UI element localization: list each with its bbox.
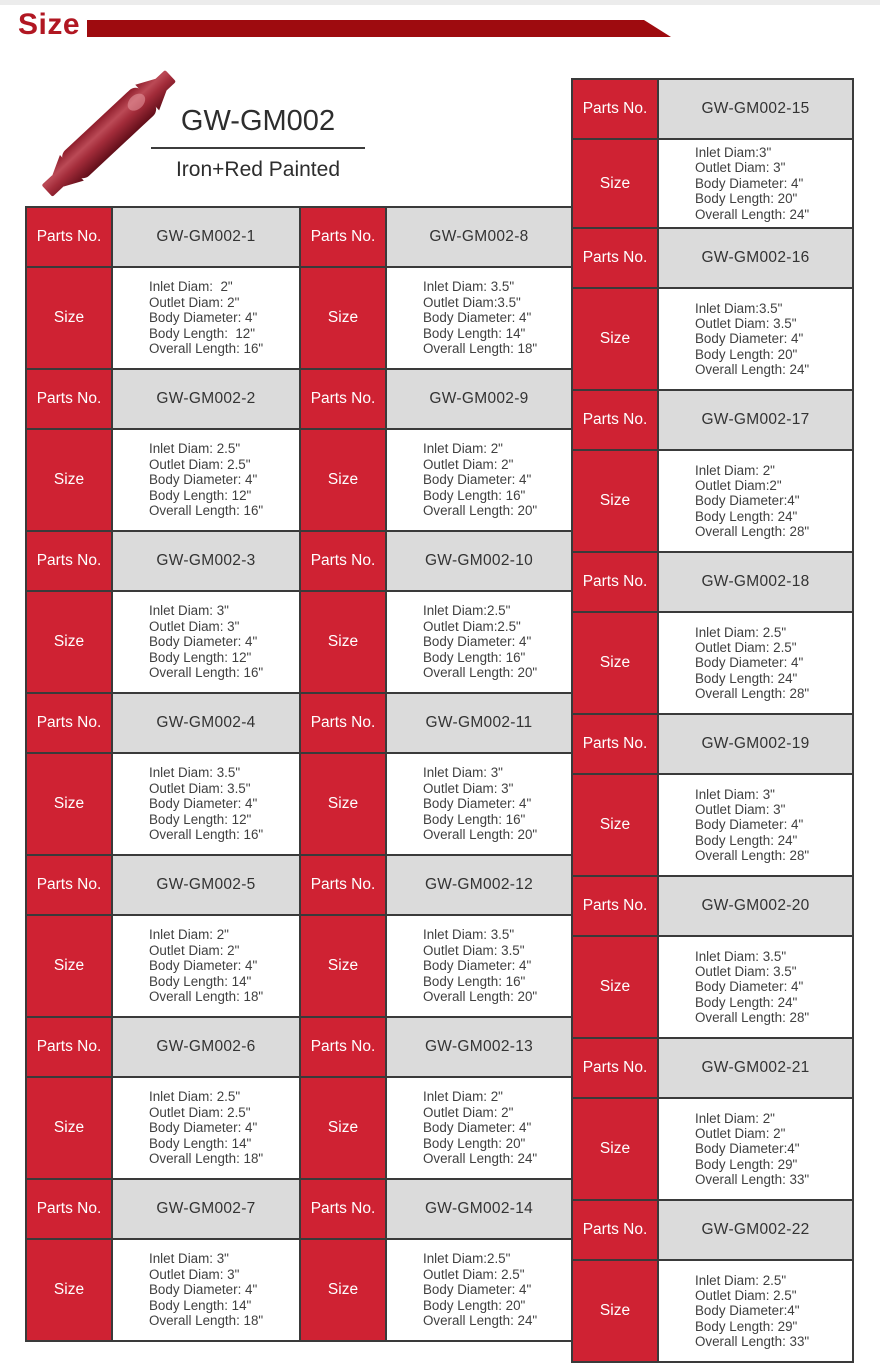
parts-no-label: Parts No.	[300, 531, 386, 591]
spec-line: Outlet Diam:2.5"	[423, 618, 521, 634]
part-number: GW-GM002-21	[658, 1038, 853, 1098]
size-label: Size	[572, 1098, 658, 1200]
spec-line: Overall Length: 16"	[149, 827, 264, 843]
parts-no-label: Parts No.	[26, 1017, 112, 1077]
spec-line: Body Diameter: 4"	[423, 796, 532, 812]
parts-no-label: Parts No.	[572, 390, 658, 450]
part-entry	[26, 1017, 300, 1179]
size-label: Size	[572, 1260, 658, 1362]
size-label: Size	[300, 1077, 386, 1179]
size-label: Size	[26, 429, 112, 531]
part-number: GW-GM002-2	[112, 369, 300, 429]
spec-line: Overall Length: 28"	[695, 1010, 810, 1026]
part-number: GW-GM002-17	[658, 390, 853, 450]
parts-no-label: Parts No.	[300, 207, 386, 267]
part-number: GW-GM002-7	[112, 1179, 300, 1239]
size-label: Size	[300, 915, 386, 1017]
size-specs	[112, 591, 300, 693]
spec-line: Outlet Diam: 3"	[695, 801, 786, 817]
size-specs	[386, 591, 572, 693]
spec-line: Body Length: 29"	[695, 1156, 798, 1172]
size-specs	[112, 753, 300, 855]
spec-line: Body Length: 14"	[423, 325, 526, 341]
product-header	[25, 75, 575, 206]
spec-line: Inlet Diam: 3.5"	[149, 765, 241, 781]
part-entry	[300, 369, 572, 531]
spec-line: Inlet Diam: 3"	[149, 1251, 229, 1267]
parts-no-label: Parts No.	[572, 228, 658, 288]
part-number: GW-GM002-11	[386, 693, 572, 753]
spec-line: Body Diameter: 4"	[149, 796, 258, 812]
spec-line: Body Length: 14"	[149, 1135, 252, 1151]
spec-line: Overall Length: 16"	[149, 341, 264, 357]
parts-no-label: Parts No.	[26, 1179, 112, 1239]
size-label: Size	[26, 267, 112, 369]
spec-line: Body Diameter: 4"	[149, 1282, 258, 1298]
parts-no-label: Parts No.	[300, 1017, 386, 1077]
spec-line: Body Length: 20"	[695, 346, 798, 362]
parts-no-label: Parts No.	[300, 855, 386, 915]
size-label: Size	[572, 288, 658, 390]
parts-no-label: Parts No.	[26, 531, 112, 591]
part-entry	[572, 714, 853, 876]
spec-line: Outlet Diam: 3.5"	[695, 963, 797, 979]
spec-line: Inlet Diam:2.5"	[423, 603, 511, 619]
spec-line: Overall Length: 20"	[423, 503, 538, 519]
spec-line: Outlet Diam: 2"	[423, 1104, 514, 1120]
size-specs	[386, 267, 572, 369]
spec-line: Body Diameter: 4"	[149, 634, 258, 650]
spec-line: Inlet Diam: 2.5"	[695, 1272, 787, 1288]
part-number: GW-GM002-10	[386, 531, 572, 591]
spec-line: Body Length: 24"	[695, 508, 798, 524]
section-title: Size	[18, 8, 81, 41]
size-specs	[386, 753, 572, 855]
spec-line: Outlet Diam: 3.5"	[149, 780, 251, 796]
spec-line: Overall Length: 18"	[149, 1313, 264, 1329]
size-specs	[658, 450, 853, 552]
spec-line: Inlet Diam: 2"	[695, 462, 775, 478]
part-entry	[572, 552, 853, 714]
part-number: GW-GM002-15	[658, 79, 853, 139]
spec-line: Inlet Diam:3"	[695, 145, 772, 160]
size-specs	[658, 774, 853, 876]
part-entry	[572, 228, 853, 390]
part-number: GW-GM002-4	[112, 693, 300, 753]
spec-line: Body Length: 24"	[695, 994, 798, 1010]
spec-line: Outlet Diam: 3.5"	[423, 942, 525, 958]
size-label: Size	[300, 753, 386, 855]
size-specs	[658, 1098, 853, 1200]
part-entry	[572, 390, 853, 552]
parts-no-label: Parts No.	[572, 876, 658, 936]
spec-line: Overall Length: 18"	[423, 341, 538, 357]
spec-line: Inlet Diam: 2"	[149, 279, 233, 295]
spec-line: Overall Length: 24"	[423, 1313, 538, 1329]
size-label: Size	[26, 1077, 112, 1179]
spec-line: Overall Length: 18"	[149, 989, 264, 1005]
spec-line: Body Diameter:4"	[695, 1141, 800, 1157]
size-specs	[658, 1260, 853, 1362]
spec-line: Inlet Diam: 2"	[423, 441, 503, 457]
spec-line: Body Length: 24"	[695, 670, 798, 686]
size-specs	[658, 288, 853, 390]
spec-line: Body Length: 12"	[149, 811, 252, 827]
parts-no-label: Parts No.	[300, 693, 386, 753]
spec-line: Overall Length: 28"	[695, 524, 810, 540]
spec-line: Inlet Diam:3.5"	[695, 300, 783, 316]
size-specs	[386, 915, 572, 1017]
part-entry	[300, 693, 572, 855]
part-entry	[572, 876, 853, 1038]
spec-line: Inlet Diam: 2"	[695, 1110, 775, 1126]
parts-no-label: Parts No.	[572, 1038, 658, 1098]
product-model: GW-GM002	[151, 105, 365, 149]
part-number: GW-GM002-14	[386, 1179, 572, 1239]
spec-line: Inlet Diam: 2.5"	[149, 441, 241, 457]
size-specs	[112, 915, 300, 1017]
spec-line: Overall Length: 28"	[695, 686, 810, 702]
spec-line: Body Diameter: 4"	[149, 958, 258, 974]
spec-line: Body Diameter: 4"	[423, 958, 532, 974]
spec-line: Body Length: 14"	[149, 973, 252, 989]
spec-line: Overall Length: 24"	[423, 1151, 538, 1167]
spec-line: Outlet Diam: 3"	[149, 1266, 240, 1282]
part-entry	[572, 1038, 853, 1200]
part-entry	[300, 531, 572, 693]
size-label: Size	[572, 450, 658, 552]
spec-line: Inlet Diam: 2"	[423, 1089, 503, 1105]
spec-line: Body Length: 16"	[423, 487, 526, 503]
spec-line: Overall Length: 20"	[423, 989, 538, 1005]
spec-line: Body Diameter: 4"	[695, 331, 804, 347]
spec-line: Body Length: 12"	[149, 649, 252, 665]
spec-line: Body Diameter: 4"	[423, 634, 532, 650]
spec-line: Body Diameter:4"	[695, 493, 800, 509]
spec-line: Body Diameter: 4"	[423, 1282, 532, 1298]
part-number: GW-GM002-8	[386, 207, 572, 267]
spec-line: Body Length: 24"	[695, 832, 798, 848]
spec-line: Inlet Diam: 3"	[149, 603, 229, 619]
spec-line: Overall Length: 16"	[149, 503, 264, 519]
spec-line: Overall Length: 18"	[149, 1151, 264, 1167]
spec-line: Outlet Diam:3.5"	[423, 294, 521, 310]
size-specs	[112, 429, 300, 531]
size-specs	[658, 612, 853, 714]
part-entry	[300, 1017, 572, 1179]
size-specs	[112, 267, 300, 369]
part-entry	[572, 79, 853, 228]
spec-line: Body Length: 20"	[423, 1297, 526, 1313]
spec-line: Body Diameter: 4"	[149, 310, 258, 326]
spec-line: Overall Length: 16"	[149, 665, 264, 681]
part-number: GW-GM002-16	[658, 228, 853, 288]
part-number: GW-GM002-12	[386, 855, 572, 915]
spec-line: Overall Length: 24"	[695, 362, 810, 378]
part-entry	[26, 693, 300, 855]
part-number: GW-GM002-1	[112, 207, 300, 267]
spec-line: Body Diameter: 4"	[423, 310, 532, 326]
parts-no-label: Parts No.	[26, 207, 112, 267]
spec-line: Overall Length: 28"	[695, 848, 810, 864]
spec-line: Outlet Diam: 2"	[149, 294, 240, 310]
spec-line: Body Length: 14"	[149, 1297, 252, 1313]
spec-line: Body Diameter: 4"	[423, 472, 532, 488]
part-entry	[26, 369, 300, 531]
size-specs	[658, 139, 853, 228]
part-entry	[26, 1179, 300, 1341]
spec-line: Body Length: 16"	[423, 973, 526, 989]
size-label: Size	[26, 1239, 112, 1341]
spec-line: Inlet Diam: 3"	[695, 786, 775, 802]
part-entry	[26, 855, 300, 1017]
spec-line: Overall Length: 33"	[695, 1172, 810, 1188]
spec-line: Outlet Diam: 3"	[695, 160, 786, 176]
size-specs	[386, 1239, 572, 1341]
parts-no-label: Parts No.	[572, 1200, 658, 1260]
spec-line: Outlet Diam: 3"	[423, 780, 514, 796]
size-label: Size	[26, 591, 112, 693]
size-specs	[112, 1077, 300, 1179]
part-entry	[300, 207, 572, 369]
spec-line: Outlet Diam: 2.5"	[149, 1104, 251, 1120]
spec-line: Outlet Diam: 2.5"	[695, 1287, 797, 1303]
size-label: Size	[26, 915, 112, 1017]
spec-line: Body Diameter: 4"	[149, 472, 258, 488]
part-number: GW-GM002-3	[112, 531, 300, 591]
part-number: GW-GM002-18	[658, 552, 853, 612]
part-number: GW-GM002-20	[658, 876, 853, 936]
spec-line: Body Diameter: 4"	[695, 655, 804, 671]
top-divider	[0, 0, 880, 5]
product-material: Iron+Red Painted	[175, 158, 341, 181]
parts-no-label: Parts No.	[572, 79, 658, 139]
spec-line: Overall Length: 20"	[423, 665, 538, 681]
size-specs	[658, 936, 853, 1038]
parts-table-column-1	[25, 206, 301, 1342]
spec-line: Body Diameter:4"	[695, 1303, 800, 1319]
heading-banner	[87, 20, 671, 37]
spec-line: Overall Length: 24"	[695, 206, 810, 222]
parts-no-label: Parts No.	[300, 1179, 386, 1239]
spec-line: Outlet Diam: 2.5"	[695, 639, 797, 655]
spec-line: Body Length: 12"	[149, 487, 252, 503]
parts-no-label: Parts No.	[26, 693, 112, 753]
part-entry	[26, 207, 300, 369]
size-specs	[112, 1239, 300, 1341]
size-label: Size	[572, 774, 658, 876]
product-title-block	[151, 105, 365, 182]
size-label: Size	[300, 267, 386, 369]
spec-line: Outlet Diam: 2.5"	[149, 456, 251, 472]
spec-line: Body Diameter: 4"	[695, 175, 804, 191]
spec-line: Body Length: 29"	[695, 1318, 798, 1334]
spec-line: Inlet Diam: 2.5"	[695, 624, 787, 640]
part-entry	[300, 1179, 572, 1341]
size-label: Size	[26, 753, 112, 855]
spec-line: Inlet Diam: 3.5"	[695, 948, 787, 964]
part-entry	[26, 531, 300, 693]
spec-line: Body Length: 12"	[149, 325, 256, 341]
spec-line: Outlet Diam: 2"	[423, 456, 514, 472]
spec-line: Body Length: 16"	[423, 811, 526, 827]
parts-no-label: Parts No.	[26, 855, 112, 915]
parts-no-label: Parts No.	[572, 714, 658, 774]
part-number: GW-GM002-6	[112, 1017, 300, 1077]
spec-line: Outlet Diam: 2.5"	[423, 1266, 525, 1282]
part-number: GW-GM002-22	[658, 1200, 853, 1260]
parts-no-label: Parts No.	[26, 369, 112, 429]
parts-no-label: Parts No.	[572, 552, 658, 612]
part-entry	[300, 855, 572, 1017]
part-number: GW-GM002-19	[658, 714, 853, 774]
spec-line: Body Diameter: 4"	[423, 1120, 532, 1136]
spec-line: Overall Length: 20"	[423, 827, 538, 843]
spec-line: Body Length: 16"	[423, 649, 526, 665]
spec-line: Body Diameter: 4"	[695, 817, 804, 833]
spec-line: Inlet Diam: 3.5"	[423, 279, 515, 295]
spec-line: Outlet Diam: 3"	[149, 618, 240, 634]
size-label: Size	[572, 936, 658, 1038]
spec-line: Outlet Diam: 2"	[149, 942, 240, 958]
size-specs	[386, 429, 572, 531]
size-label: Size	[300, 591, 386, 693]
spec-line: Outlet Diam: 3.5"	[695, 315, 797, 331]
size-specs	[386, 1077, 572, 1179]
spec-line: Body Length: 20"	[695, 191, 798, 207]
spec-line: Outlet Diam: 2"	[695, 1125, 786, 1141]
spec-line: Body Diameter: 4"	[695, 979, 804, 995]
spec-line: Body Length: 20"	[423, 1135, 526, 1151]
spec-line: Overall Length: 33"	[695, 1334, 810, 1350]
part-entry	[572, 1200, 853, 1362]
spec-line: Inlet Diam: 3.5"	[423, 927, 515, 943]
size-label: Size	[572, 612, 658, 714]
size-label: Size	[572, 139, 658, 228]
spec-line: Inlet Diam: 3"	[423, 765, 503, 781]
spec-line: Outlet Diam:2"	[695, 477, 782, 493]
spec-line: Body Diameter: 4"	[149, 1120, 258, 1136]
size-label: Size	[300, 429, 386, 531]
spec-line: Inlet Diam:2.5"	[423, 1251, 511, 1267]
part-number: GW-GM002-13	[386, 1017, 572, 1077]
parts-table-column-2	[299, 206, 573, 1342]
part-number: GW-GM002-9	[386, 369, 572, 429]
size-label: Size	[300, 1239, 386, 1341]
parts-no-label: Parts No.	[300, 369, 386, 429]
spec-line: Inlet Diam: 2.5"	[149, 1089, 241, 1105]
parts-table-column-3	[571, 78, 854, 1363]
part-number: GW-GM002-5	[112, 855, 300, 915]
spec-line: Inlet Diam: 2"	[149, 927, 229, 943]
